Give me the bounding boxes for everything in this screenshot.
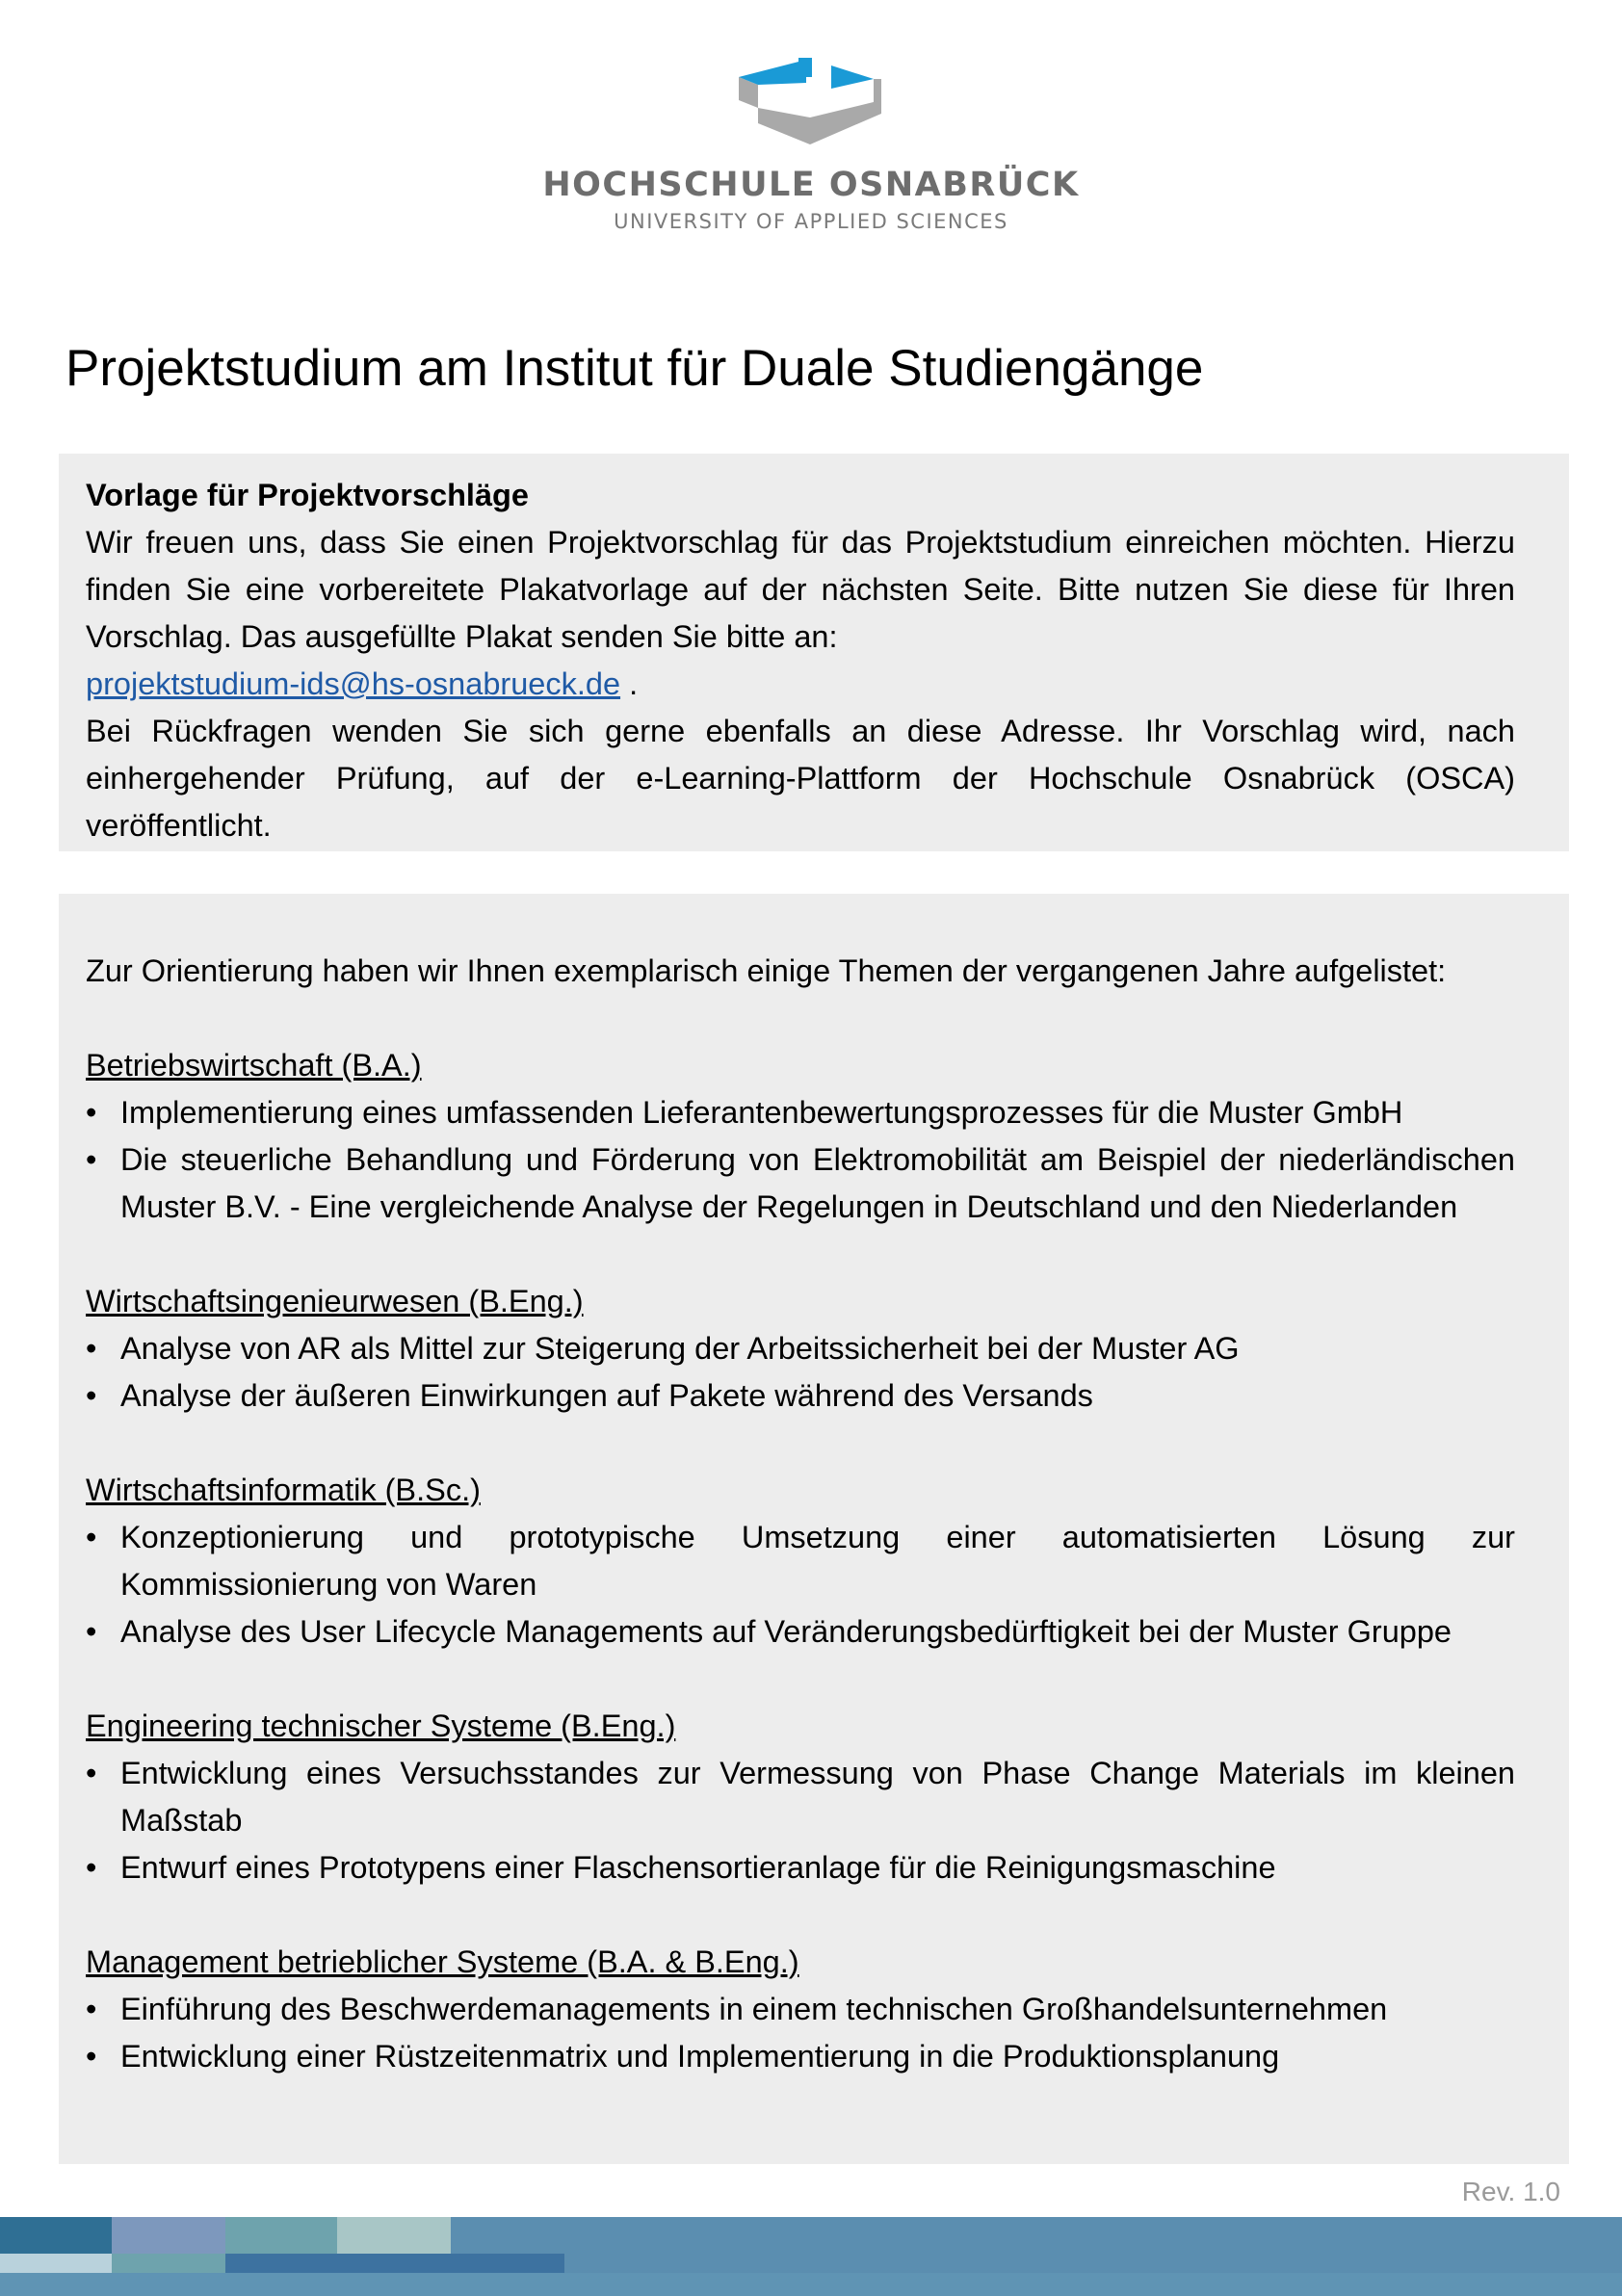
logo-mark-icon bbox=[739, 58, 883, 146]
topic-text: Entwicklung einer Rüstzeitenmatrix und Implementierung in die Produktionsplanung bbox=[120, 2039, 1280, 2074]
topic-text: Entwicklung eines Versuchsstandes zur Vermessung von Phase Change Materials im kleinen Maßstab bbox=[120, 1756, 1515, 1838]
topic-text: Einführung des Beschwerdemanagements in einem technischen Großhandelsunternehmen bbox=[120, 1992, 1388, 2026]
email-link[interactable]: projektstudium-ids@hs-osnabrueck.de bbox=[86, 666, 621, 701]
topic-text: Analyse des User Lifecycle Managements auf Veränderungsbedürftigkeit bei der Muster Gruppe bbox=[120, 1614, 1452, 1649]
bullet-icon: • bbox=[86, 1095, 97, 1130]
logo-name: HOCHSCHULE OSNABRÜCK bbox=[542, 166, 1080, 204]
bullet-icon: • bbox=[86, 1850, 97, 1885]
topic-item bbox=[86, 1986, 1515, 2033]
bullet-icon: • bbox=[86, 1520, 97, 1554]
footer-block bbox=[225, 2254, 564, 2273]
bullet-icon: • bbox=[86, 1614, 97, 1649]
bullet-icon: • bbox=[86, 1378, 97, 1413]
topic-item bbox=[86, 2033, 1515, 2080]
footer-block bbox=[0, 2273, 1622, 2296]
category-heading: Management betrieblicher Systeme (B.A. & B.Eng.) bbox=[86, 1944, 799, 1979]
info-paragraph-1: Wir freuen uns, dass Sie einen Projektvorschlag für das Projektstudium einreichen möchten. Hierzu finden Sie eine vorbereitete Plakatvorlage auf der nächsten Seite. Bitte nutzen Sie diese für Ihren Vorschlag. Das ausgefüllte Plakat senden Sie bitte an: bbox=[86, 525, 1515, 654]
footer-block bbox=[225, 2217, 337, 2254]
category-heading: Wirtschaftsingenieurwesen (B.Eng.) bbox=[86, 1284, 584, 1318]
footer-block bbox=[112, 2217, 225, 2254]
topics-box bbox=[59, 894, 1569, 2164]
footer-block bbox=[337, 2217, 451, 2254]
email-suffix: . bbox=[620, 666, 639, 701]
topic-item bbox=[86, 1372, 1515, 1420]
bullet-icon: • bbox=[86, 1331, 97, 1366]
topic-list bbox=[86, 1750, 1515, 1892]
footer-block bbox=[0, 2254, 112, 2273]
email-line bbox=[86, 661, 1515, 708]
bullet-icon: • bbox=[86, 1756, 97, 1790]
footer-block bbox=[0, 2217, 112, 2254]
topic-list bbox=[86, 1325, 1515, 1420]
footer-band bbox=[0, 2217, 1622, 2296]
bullet-icon: • bbox=[86, 2039, 97, 2074]
topic-text: Die steuerliche Behandlung und Förderung von Elektromobilität am Beispiel der niederländischen Muster B.V. - Eine vergleichende Analyse der Regelungen in Deutschland und den Niederlanden bbox=[120, 1142, 1515, 1224]
bullet-icon: • bbox=[86, 1142, 97, 1177]
bullet-icon: • bbox=[86, 1992, 97, 2026]
topic-categories bbox=[86, 1042, 1515, 2080]
topic-list bbox=[86, 1089, 1515, 1231]
topic-item bbox=[86, 1608, 1515, 1656]
topic-item bbox=[86, 1750, 1515, 1844]
revision-label: Rev. 1.0 bbox=[1461, 2177, 1560, 2206]
category-heading: Engineering technischer Systeme (B.Eng.) bbox=[86, 1709, 676, 1743]
topic-item bbox=[86, 1136, 1515, 1231]
category-heading: Wirtschaftsinformatik (B.Sc.) bbox=[86, 1473, 481, 1507]
topic-text: Implementierung eines umfassenden Lieferantenbewertungsprozesses für die Muster GmbH bbox=[120, 1095, 1403, 1130]
info-heading: Vorlage für Projektvorschläge bbox=[86, 478, 529, 512]
page-title: Projektstudium am Institut für Duale Studiengänge bbox=[65, 340, 1204, 397]
logo-subtitle: UNIVERSITY OF APPLIED SCIENCES bbox=[614, 210, 1008, 233]
topic-item bbox=[86, 1089, 1515, 1136]
category-heading: Betriebswirtschaft (B.A.) bbox=[86, 1048, 422, 1083]
topic-text: Entwurf eines Prototypens einer Flaschensortieranlage für die Reinigungsmaschine bbox=[120, 1850, 1276, 1885]
topic-item bbox=[86, 1325, 1515, 1372]
topic-text: Analyse der äußeren Einwirkungen auf Pakete während des Versands bbox=[120, 1378, 1093, 1413]
topic-text: Konzeptionierung und prototypische Umsetzung einer automatisierten Lösung zur Kommissionierung von Waren bbox=[120, 1520, 1515, 1602]
university-logo bbox=[0, 58, 1622, 233]
topic-item bbox=[86, 1514, 1515, 1608]
info-box bbox=[59, 454, 1569, 851]
topic-item bbox=[86, 1844, 1515, 1892]
topics-intro: Zur Orientierung haben wir Ihnen exemplarisch einige Themen der vergangenen Jahre aufgelistet: bbox=[86, 953, 1447, 988]
info-paragraph-2: Bei Rückfragen wenden Sie sich gerne ebenfalls an diese Adresse. Ihr Vorschlag wird, nach einhergehender Prüfung, auf der e-Learning-Plattform der Hochschule Osnabrück (OSCA) veröffentlicht. bbox=[86, 714, 1515, 843]
topic-list bbox=[86, 1514, 1515, 1656]
topic-list bbox=[86, 1986, 1515, 2080]
footer-block bbox=[112, 2254, 225, 2273]
topic-text: Analyse von AR als Mittel zur Steigerung der Arbeitssicherheit bei der Muster AG bbox=[120, 1331, 1240, 1366]
